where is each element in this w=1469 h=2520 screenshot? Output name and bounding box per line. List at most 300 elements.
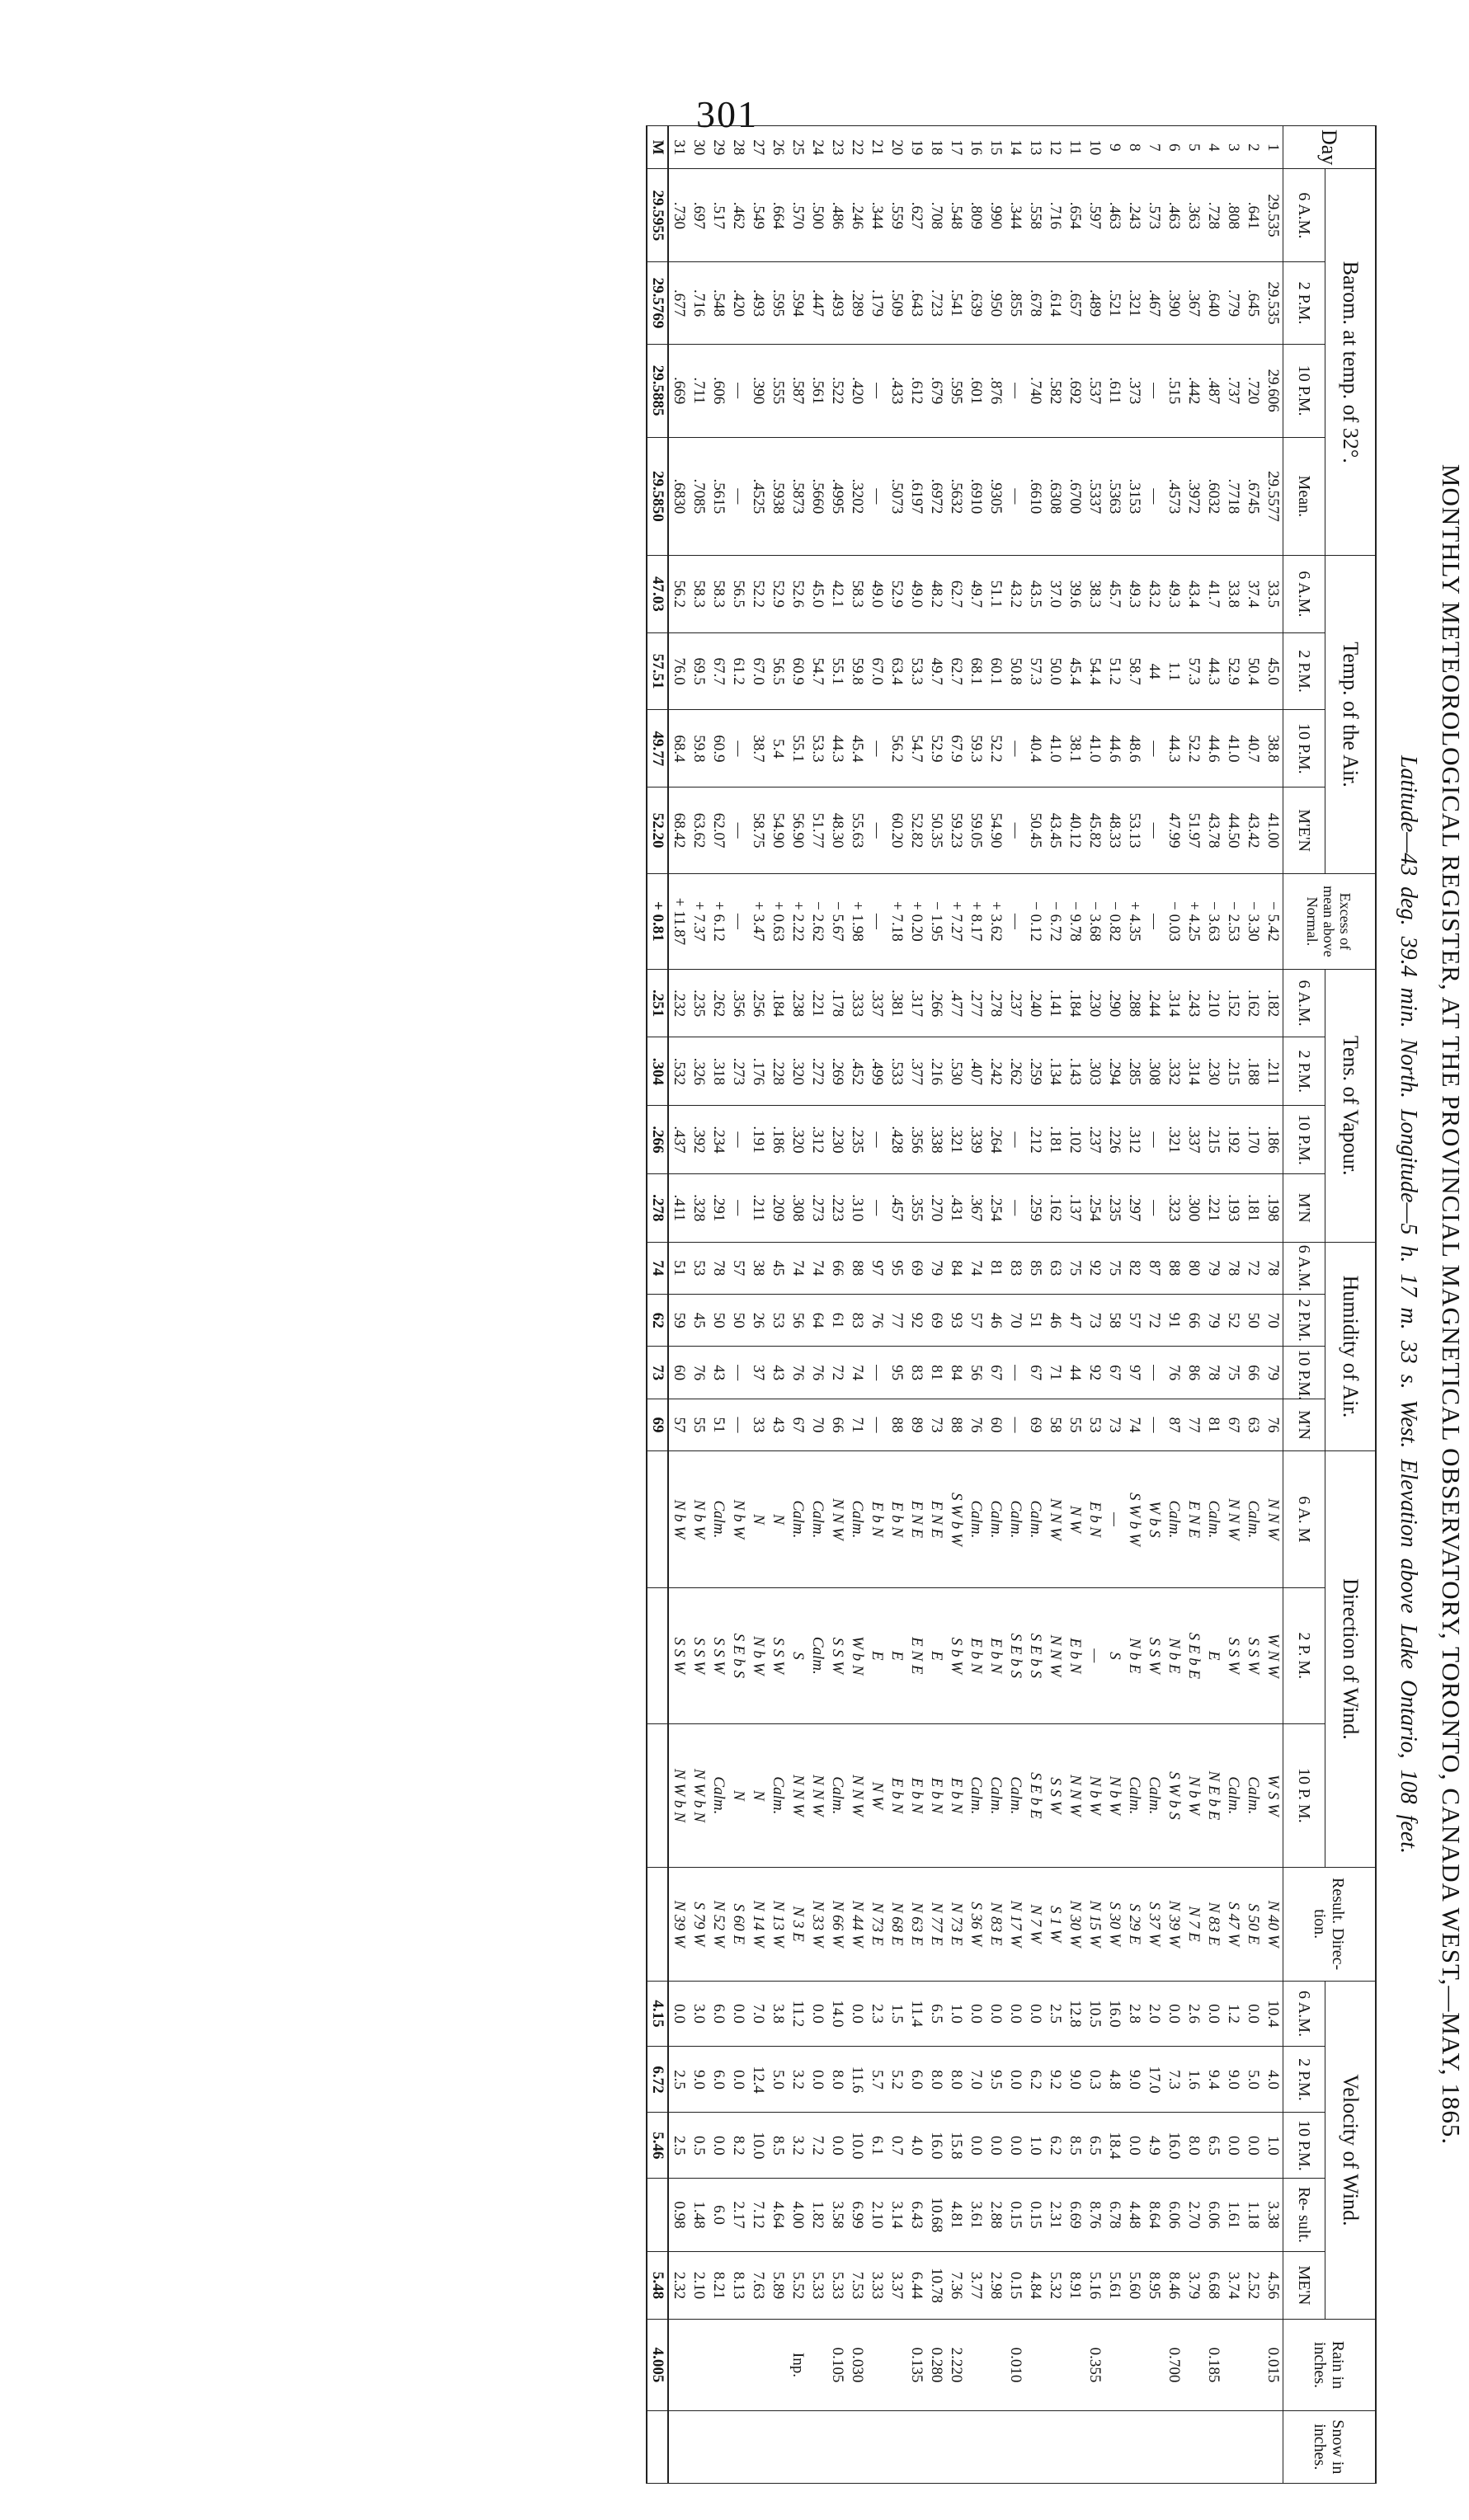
table-cell: 68.4	[668, 710, 689, 788]
page-number: 301	[696, 93, 758, 135]
table-cell: .533	[887, 1037, 906, 1106]
table-cell: 3.74	[1223, 2251, 1243, 2320]
table-cell: 88	[887, 1399, 906, 1450]
table-cell: .223	[827, 1173, 847, 1242]
day-cell: 3	[1223, 126, 1243, 169]
table-cell: 29.5577	[1263, 437, 1283, 555]
table-cell: —	[867, 437, 887, 555]
snow-header: Snow in inches.	[1283, 2410, 1377, 2483]
table-cell: 10.5	[1085, 1981, 1104, 2047]
table-row	[1005, 126, 1025, 2484]
table-row	[1124, 126, 1144, 2484]
table-cell: .711	[689, 344, 709, 437]
table-cell: 77	[1184, 1399, 1203, 1450]
table-cell	[1223, 2320, 1243, 2410]
table-cell: N 66 W	[827, 1867, 847, 1981]
table-cell: 8.64	[1144, 2179, 1164, 2251]
table-cell: .230	[1203, 1037, 1223, 1106]
table-row	[946, 126, 966, 2484]
table-cell: 49.0	[867, 556, 887, 633]
table-cell: 29.535	[1263, 262, 1283, 344]
table-cell: 41.0	[1085, 710, 1104, 788]
table-cell: 8.0	[946, 2047, 966, 2113]
table-cell: 33	[748, 1399, 768, 1450]
table-cell: 1.18	[1243, 2179, 1263, 2251]
table-cell: 45	[689, 1295, 709, 1347]
table-cell: 58.75	[748, 788, 768, 874]
table-cell: .720	[1243, 344, 1263, 437]
table-cell: 60.9	[788, 632, 807, 710]
table-cell	[788, 2410, 807, 2483]
table-cell: .493	[827, 262, 847, 344]
table-cell: 72	[1243, 1242, 1263, 1294]
table-cell: N 30 W	[1065, 1867, 1085, 1981]
table-cell: .657	[1065, 262, 1085, 344]
table-cell: 52	[1223, 1295, 1243, 1347]
table-cell: .216	[926, 1037, 946, 1106]
table-cell: .392	[689, 1106, 709, 1174]
table-cell: .708	[926, 169, 946, 262]
table-cell: 75	[1104, 1242, 1124, 1294]
table-row	[827, 126, 847, 2484]
table-cell: —	[728, 788, 748, 874]
table-cell: 38.7	[748, 710, 768, 788]
table-cell	[689, 2320, 709, 2410]
table-cell: 75	[1065, 1242, 1085, 1294]
table-cell: 0.105	[827, 2320, 847, 2410]
table-row	[926, 126, 946, 2484]
table-cell: 56.5	[768, 632, 788, 710]
table-cell: —	[1144, 788, 1164, 874]
day-cell: 22	[847, 126, 867, 169]
table-cell: 2.8	[1124, 1981, 1144, 2047]
day-cell: 26	[768, 126, 788, 169]
table-cell: 17.0	[1144, 2047, 1164, 2113]
table-cell	[986, 2320, 1005, 2410]
table-cell: 6.0	[906, 2047, 926, 2113]
table-cell: 44.50	[1223, 788, 1243, 874]
table-cell: S 36 W	[966, 1867, 986, 1981]
table-cell: .597	[1085, 169, 1104, 262]
table-cell	[946, 2410, 966, 2483]
table-cell: .356	[906, 1106, 926, 1174]
table-cell: .627	[906, 169, 926, 262]
table-cell: 6.5	[1203, 2113, 1223, 2179]
table-cell: − 2.62	[807, 873, 827, 969]
table-cell: E b N	[966, 1587, 986, 1723]
table-cell: 51	[1025, 1295, 1045, 1347]
table-cell: .321	[1124, 262, 1144, 344]
table-cell: − 5.67	[827, 873, 847, 969]
table-cell: 50.45	[1025, 788, 1045, 874]
table-row	[1184, 126, 1203, 2484]
table-cell: .198	[1263, 1173, 1283, 1242]
mean-row	[647, 126, 668, 2484]
table-cell: 50.4	[1243, 632, 1263, 710]
table-cell: 40.12	[1065, 788, 1085, 874]
table-cell: —	[1085, 1587, 1104, 1723]
table-cell: 0.0	[986, 2113, 1005, 2179]
table-cell: 29.535	[1263, 169, 1283, 262]
table-cell: E	[926, 1587, 946, 1723]
table-cell: Calm.	[1124, 1724, 1144, 1868]
table-cell: 45.4	[847, 710, 867, 788]
table-cell: 59.8	[689, 710, 709, 788]
table-cell: 0.0	[1005, 2113, 1025, 2179]
table-cell	[1243, 2320, 1263, 2410]
table-row	[788, 126, 807, 2484]
mean-cell: 49.77	[647, 710, 668, 788]
table-cell: 7.63	[748, 2251, 768, 2320]
table-cell: .737	[1223, 344, 1243, 437]
table-cell: .463	[1164, 169, 1184, 262]
table-cell: 62.7	[946, 556, 966, 633]
table-row	[748, 126, 768, 2484]
table-cell	[1144, 2320, 1164, 2410]
table-cell: Calm.	[1223, 1724, 1243, 1868]
table-cell: 9.4	[1203, 2047, 1223, 2113]
table-cell	[1104, 2320, 1124, 2410]
table-cell: Calm.	[709, 1451, 728, 1587]
table-cell: N 39 W	[1164, 1867, 1184, 1981]
table-cell: 9.0	[689, 2047, 709, 2113]
table-cell	[966, 2320, 986, 2410]
table-cell: .640	[1203, 262, 1223, 344]
mean-cell: 5.46	[647, 2113, 668, 2179]
table-cell: 67.0	[748, 632, 768, 710]
table-cell: 10.68	[926, 2179, 946, 2251]
table-cell: 70	[1263, 1295, 1283, 1347]
day-cell: 28	[728, 126, 748, 169]
table-cell: 6.2	[1045, 2113, 1065, 2179]
table-cell: .3972	[1184, 437, 1203, 555]
table-cell: 55	[689, 1399, 709, 1450]
table-cell: .463	[1104, 169, 1124, 262]
table-cell: 66	[827, 1242, 847, 1294]
table-cell: .162	[1243, 969, 1263, 1037]
table-cell: .5632	[946, 437, 966, 555]
table-cell: —	[1144, 437, 1164, 555]
table-cell: .266	[926, 969, 946, 1037]
table-cell: 6.69	[1065, 2179, 1085, 2251]
col-barom-mean: Mean.	[1283, 437, 1325, 555]
table-cell: .344	[867, 169, 887, 262]
temperature-group-header: Temp. of the Air.	[1325, 556, 1377, 874]
table-cell: .143	[1065, 1037, 1085, 1106]
col-vapour-6am: 6 A.M.	[1283, 969, 1325, 1037]
table-cell	[807, 2410, 827, 2483]
table-cell: 66	[1184, 1295, 1203, 1347]
table-cell	[1065, 2320, 1085, 2410]
table-row	[906, 126, 926, 2484]
table-cell: + 8.17	[966, 873, 986, 969]
col-temp-2pm: 2 P.M.	[1283, 632, 1325, 710]
table-cell: .7718	[1223, 437, 1243, 555]
table-cell: 76	[867, 1295, 887, 1347]
table-cell: .582	[1045, 344, 1065, 437]
table-cell: .555	[768, 344, 788, 437]
table-cell: .614	[1045, 262, 1065, 344]
table-cell: 4.0	[1263, 2047, 1283, 2113]
table-cell: 43.5	[1025, 556, 1045, 633]
table-cell: 0.0	[966, 1981, 986, 2047]
table-cell: .272	[807, 1037, 827, 1106]
table-cell: 42.1	[827, 556, 847, 633]
table-cell: 91	[1164, 1295, 1184, 1347]
table-cell: .188	[1243, 1037, 1263, 1106]
table-cell: 46	[986, 1295, 1005, 1347]
table-cell: N W	[867, 1724, 887, 1868]
table-cell: + 2.22	[788, 873, 807, 969]
table-cell: 1.2	[1223, 1981, 1243, 2047]
table-cell	[1263, 2410, 1283, 2483]
table-cell: .215	[1203, 1106, 1223, 1174]
table-cell: .243	[1184, 969, 1203, 1037]
table-cell: 85	[1025, 1242, 1045, 1294]
table-cell: 0.0	[1243, 1981, 1263, 2047]
table-cell: 0.010	[1005, 2320, 1025, 2410]
day-cell: 25	[788, 126, 807, 169]
table-cell: N N W	[788, 1724, 807, 1868]
day-cell: 27	[748, 126, 768, 169]
table-cell: —	[1144, 1347, 1164, 1399]
table-cell: 6.5	[926, 1981, 946, 2047]
table-cell	[906, 2410, 926, 2483]
table-cell: 78	[1203, 1347, 1223, 1399]
table-cell: —	[1005, 1173, 1025, 1242]
table-cell: .221	[807, 969, 827, 1037]
rotated-register	[133, 125, 1469, 2484]
table-cell: 63	[1045, 1242, 1065, 1294]
table-cell: .212	[1025, 1106, 1045, 1174]
table-cell: 0.0	[1005, 1981, 1025, 2047]
table-cell: .521	[1104, 262, 1124, 344]
table-cell: .5073	[887, 437, 906, 555]
table-cell	[748, 2320, 768, 2410]
resultant-direction-header: Result. Direc- tion.	[1283, 1867, 1377, 1981]
day-cell: 18	[926, 126, 946, 169]
table-cell: 67.0	[867, 632, 887, 710]
table-cell: .363	[1184, 169, 1203, 262]
table-cell: .321	[946, 1106, 966, 1174]
table-cell: E	[867, 1587, 887, 1723]
table-cell: 79	[1263, 1347, 1283, 1399]
table-cell: + 6.12	[709, 873, 728, 969]
table-cell: E N E	[906, 1587, 926, 1723]
table-cell	[668, 2320, 689, 2410]
table-cell: 58	[1104, 1295, 1124, 1347]
table-cell: .9305	[986, 437, 1005, 555]
table-cell: 0.98	[668, 2179, 689, 2251]
table-cell: E b N	[887, 1724, 906, 1868]
day-cell: 20	[887, 126, 906, 169]
table-cell: 69	[906, 1242, 926, 1294]
table-cell: S b W	[946, 1587, 966, 1723]
table-cell: 95	[887, 1242, 906, 1294]
day-cell: 9	[1104, 126, 1124, 169]
table-cell: 6.06	[1164, 2179, 1184, 2251]
table-cell: 2.5	[668, 2113, 689, 2179]
table-row	[847, 126, 867, 2484]
table-cell: − 3.68	[1085, 873, 1104, 969]
table-cell: 74	[1124, 1399, 1144, 1450]
table-cell: S W b W	[946, 1451, 966, 1587]
table-cell: .6610	[1025, 437, 1045, 555]
table-cell: —	[867, 1173, 887, 1242]
table-cell: 78	[1263, 1242, 1283, 1294]
table-cell	[1203, 2410, 1223, 2483]
table-cell: N b E	[1124, 1587, 1144, 1723]
table-cell: E b N	[926, 1724, 946, 1868]
table-cell: .162	[1045, 1173, 1065, 1242]
table-cell: 1.48	[689, 2179, 709, 2251]
table-cell: 0.0	[966, 2113, 986, 2179]
table-cell: —	[728, 1106, 748, 1174]
table-cell: N b W	[1184, 1724, 1203, 1868]
table-cell: 47.99	[1164, 788, 1184, 874]
table-cell: Calm.	[1164, 1451, 1184, 1587]
table-cell: 9.0	[1124, 2047, 1144, 2113]
mean-cell: 6.72	[647, 2047, 668, 2113]
table-cell: —	[728, 437, 748, 555]
table-cell: S S W	[1243, 1587, 1263, 1723]
table-cell: .314	[1184, 1037, 1203, 1106]
table-cell: 9.2	[1045, 2047, 1065, 2113]
table-cell: Calm.	[827, 1724, 847, 1868]
table-cell: 0.0	[668, 1981, 689, 2047]
table-cell: 44.6	[1203, 710, 1223, 788]
table-cell: 0.0	[728, 1981, 748, 2047]
table-cell: S S W	[768, 1587, 788, 1723]
table-cell	[748, 2410, 768, 2483]
table-cell: + 4.25	[1184, 873, 1203, 969]
table-cell: + 0.20	[906, 873, 926, 969]
day-cell: 21	[867, 126, 887, 169]
table-cell: N	[748, 1451, 768, 1587]
table-cell: .134	[1045, 1037, 1065, 1106]
table-cell: 59.05	[966, 788, 986, 874]
day-cell: 31	[668, 126, 689, 169]
table-cell: 70	[1005, 1295, 1025, 1347]
table-cell: .152	[1223, 969, 1243, 1037]
table-cell: .587	[788, 344, 807, 437]
mean-cell: 57.51	[647, 632, 668, 710]
table-row	[1243, 126, 1263, 2484]
table-cell: .328	[689, 1173, 709, 1242]
table-cell: 50.0	[1045, 632, 1065, 710]
table-row	[807, 126, 827, 2484]
day-cell: 7	[1144, 126, 1164, 169]
table-cell: W N W	[1263, 1587, 1283, 1723]
table-cell: .318	[709, 1037, 728, 1106]
table-cell: 12.4	[748, 2047, 768, 2113]
day-cell: 1	[1263, 126, 1283, 169]
table-cell: .234	[709, 1106, 728, 1174]
table-cell: 0.0	[827, 2113, 847, 2179]
table-cell: N 15 W	[1085, 1867, 1104, 1981]
table-cell: 4.64	[768, 2179, 788, 2251]
table-cell: .730	[668, 169, 689, 262]
table-cell: .5873	[788, 437, 807, 555]
table-cell	[1124, 2320, 1144, 2410]
mean-cell	[647, 1724, 668, 1868]
col-vapour-2pm: 2 P.M.	[1283, 1037, 1325, 1106]
mean-cell: 5.48	[647, 2251, 668, 2320]
table-cell: 5.0	[768, 2047, 788, 2113]
table-cell: .317	[906, 969, 926, 1037]
table-cell: 59.23	[946, 788, 966, 874]
table-cell: 57.3	[1184, 632, 1203, 710]
table-cell: 45.4	[1065, 632, 1085, 710]
col-velocity-10pm: 10 P.M.	[1283, 2113, 1325, 2179]
table-cell: 54.7	[807, 632, 827, 710]
table-cell: .950	[986, 262, 1005, 344]
table-cell: − 5.42	[1263, 873, 1283, 969]
table-cell: 76	[689, 1347, 709, 1399]
table-cell: 9.0	[1223, 2047, 1243, 2113]
table-cell: .338	[926, 1106, 946, 1174]
table-row	[1203, 126, 1223, 2484]
table-cell: N N W	[1263, 1451, 1283, 1587]
table-cell: S	[1104, 1587, 1124, 1723]
table-cell: 0.700	[1164, 2320, 1184, 2410]
table-cell: 52.2	[986, 710, 1005, 788]
table-cell: 38.3	[1085, 556, 1104, 633]
table-cell: 95	[887, 1347, 906, 1399]
table-cell: 50	[709, 1295, 728, 1347]
table-cell: 88	[847, 1242, 867, 1294]
table-cell: 0.0	[986, 1981, 1005, 2047]
table-cell: 0.185	[1203, 2320, 1223, 2410]
table-cell: 49.7	[926, 632, 946, 710]
table-cell	[1184, 2410, 1203, 2483]
table-cell: 1.61	[1223, 2179, 1243, 2251]
table-cell: —	[728, 344, 748, 437]
table-cell: 53.13	[1124, 788, 1144, 874]
table-cell: .339	[966, 1106, 986, 1174]
table-cell: Calm.	[709, 1724, 728, 1868]
table-cell: .612	[906, 344, 926, 437]
table-cell: .356	[728, 969, 748, 1037]
table-cell: —	[1144, 710, 1164, 788]
table-cell: 51.2	[1104, 632, 1124, 710]
table-cell: 0.0	[847, 1981, 867, 2047]
table-cell: N N W	[1045, 1451, 1065, 1587]
day-cell: 8	[1124, 126, 1144, 169]
mean-cell: 74	[647, 1242, 668, 1294]
table-cell: .601	[966, 344, 986, 437]
table-cell: .256	[748, 969, 768, 1037]
table-cell: .611	[1104, 344, 1124, 437]
table-cell: .679	[926, 344, 946, 437]
table-cell: .320	[788, 1106, 807, 1174]
table-row	[1065, 126, 1085, 2484]
table-cell: .288	[1124, 969, 1144, 1037]
table-cell: Calm.	[807, 1587, 827, 1723]
table-cell: 56.2	[668, 556, 689, 633]
table-cell: —	[1005, 788, 1025, 874]
mean-cell: 4.15	[647, 1981, 668, 2047]
table-cell: .515	[1164, 344, 1184, 437]
table-cell	[1164, 2410, 1184, 2483]
table-row	[1164, 126, 1184, 2484]
table-cell: .300	[1184, 1173, 1203, 1242]
table-cell: S W b W	[1124, 1451, 1144, 1587]
table-cell: N 40 W	[1263, 1867, 1283, 1981]
table-cell: 53	[689, 1242, 709, 1294]
table-cell	[807, 2320, 827, 2410]
table-cell: .230	[827, 1106, 847, 1174]
